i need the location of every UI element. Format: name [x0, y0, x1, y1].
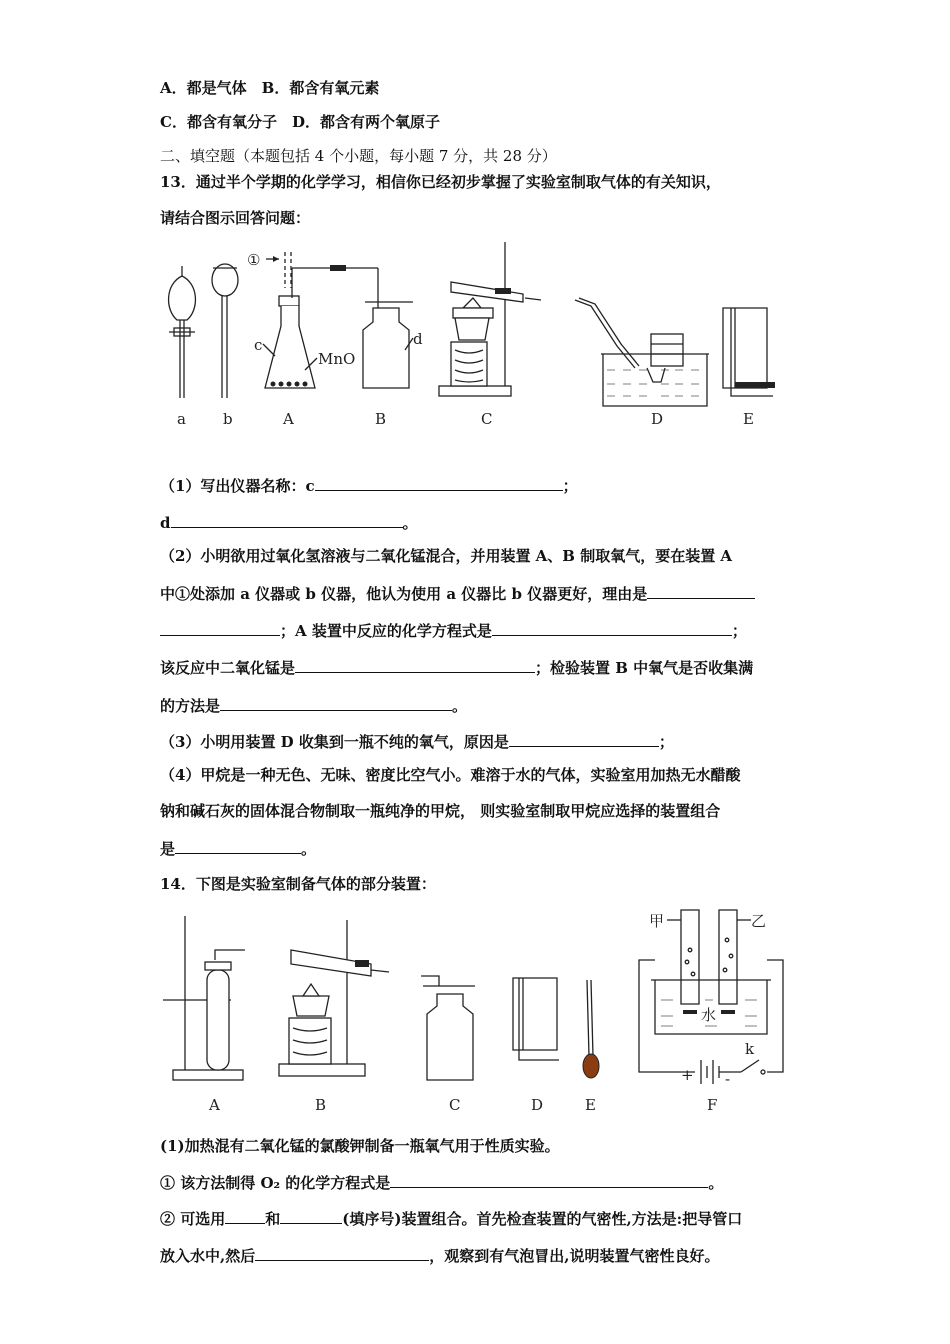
- callout-c: c: [254, 336, 263, 354]
- answer-blank-reason[interactable]: [647, 583, 755, 599]
- switch-label: k: [745, 1040, 755, 1058]
- label-14-C: C: [449, 1096, 461, 1114]
- tube-left-label: 甲: [649, 912, 665, 930]
- conical-flask-A: [247, 251, 378, 388]
- q13-part1-line-a: （1）写出仪器名称：c ；: [160, 477, 578, 495]
- heating-apparatus-B: [279, 920, 389, 1076]
- answer-blank-mno2-role[interactable]: [295, 657, 535, 673]
- test-tube-stand-A: [163, 916, 245, 1080]
- q12-option-line-2: C．都含有氧分子 D．都含有两个氧原子: [160, 113, 440, 131]
- q13-stem-line-2: 请结合图示回答问题：: [160, 209, 311, 227]
- label-B: B: [375, 410, 387, 428]
- q13-part2-line-5: 的方法是 。: [160, 697, 468, 715]
- q13-part4-line-2: 钠和碱石灰的固体混合物制取一瓶纯净的甲烷， 则实验室制取甲烷应选择的装置组合: [160, 802, 721, 820]
- label-14-D: D: [531, 1096, 544, 1114]
- reagent-label: MnO: [318, 350, 356, 368]
- electrolysis-apparatus-F: [639, 910, 783, 1088]
- q14-apparatus-figure: [155, 900, 795, 1118]
- dropper-E: [583, 980, 599, 1078]
- q13-part1-line-b: d 。: [160, 514, 418, 532]
- collecting-bottle-B: [363, 302, 423, 388]
- label-14-F: F: [707, 1096, 718, 1114]
- label-A: A: [283, 410, 294, 428]
- bottle-E: [723, 308, 775, 396]
- water-label: 水: [701, 1006, 717, 1024]
- label-14-E: E: [585, 1096, 596, 1114]
- q14-part1-ii-line-2: 放入水中,然后 ，观察到有气泡冒出,说明装置气密性良好。: [160, 1247, 720, 1265]
- answer-blank-impure-reason[interactable]: [509, 731, 659, 747]
- water-trough-D: [575, 298, 709, 406]
- q14-part1: (1)加热混有二氧化锰的氯酸钾制备一瓶氧气用于性质实验。: [160, 1137, 560, 1155]
- label-14-B: B: [315, 1096, 327, 1114]
- answer-blank-device-1[interactable]: [225, 1208, 265, 1224]
- q13-part2-line-3: ；A 装置中反应的化学方程式是 ；: [160, 620, 747, 641]
- answer-blank-device-2[interactable]: [280, 1208, 342, 1224]
- q13-part2-line-1: （2）小明欲用过氧化氢溶液与二氧化锰混合，并用装置 A、B 制取氧气，要在装置 A: [160, 547, 733, 565]
- q13-part3: （3）小明用装置 D 收集到一瓶不纯的氧气，原因是 ；: [160, 733, 674, 751]
- answer-blank-methane-setup[interactable]: [175, 838, 301, 854]
- callout-1: ①: [247, 251, 261, 269]
- callout-d: d: [413, 330, 423, 348]
- label-C: C: [481, 410, 493, 428]
- bottle-D: [513, 978, 559, 1060]
- q13-stem-line-1: 13．通过半个学期的化学学习，相信你已经初步掌握了实验室制取气体的有关知识，: [160, 173, 721, 191]
- long-neck-funnel-b: [212, 264, 238, 398]
- q13-part4-line-1: （4）甲烷是一种无色、无味、密度比空气小。难溶于水的气体，实验室用加热无水醋酸: [160, 766, 741, 784]
- section-2-title: 二、填空题（本题包括 4 个小题，每小题 7 分，共 28 分）: [160, 147, 557, 165]
- answer-blank-reason-cont[interactable]: [160, 620, 280, 636]
- tube-right-label: 乙: [751, 912, 767, 930]
- separatory-funnel-a: [169, 266, 196, 398]
- answer-blank-d[interactable]: [171, 512, 403, 528]
- answer-blank-method[interactable]: [220, 695, 452, 711]
- q13-part4-line-3: 是 。: [160, 840, 317, 858]
- q14-part1-ii: ② 可选用 和 (填序号)装置组合。首先检查装置的气密性,方法是:把导管口: [160, 1210, 743, 1228]
- label-14-A: A: [209, 1096, 220, 1114]
- q13-part2-line-4: 该反应中二氧化锰是 ；检验装置 B 中氧气是否收集满: [160, 659, 754, 677]
- answer-blank-kclo3-equation[interactable]: [390, 1172, 708, 1188]
- answer-blank-airtight-step[interactable]: [255, 1245, 429, 1261]
- q13-part2-line-2: 中①处添加 a 仪器或 b 仪器，他认为使用 a 仪器比 b 仪器更好，理由是: [160, 583, 755, 604]
- battery-plus: +: [681, 1066, 694, 1084]
- label-E: E: [743, 410, 754, 428]
- q14-part1-i: ① 该方法制得 O₂ 的化学方程式是 。: [160, 1174, 724, 1192]
- q13-apparatus-figure: [155, 238, 795, 438]
- answer-blank-equation[interactable]: [492, 620, 732, 636]
- q12-option-line-1: A．都是气体 B．都含有氧元素: [160, 79, 380, 97]
- answer-blank-c[interactable]: [315, 475, 563, 491]
- q14-stem: 14．下图是实验室制备气体的部分装置：: [160, 875, 436, 893]
- label-b: b: [223, 410, 233, 428]
- label-a: a: [177, 410, 186, 428]
- battery-minus: -: [725, 1070, 731, 1088]
- label-D: D: [651, 410, 664, 428]
- gas-bottle-C: [421, 976, 475, 1080]
- heating-apparatus-C: [439, 242, 541, 396]
